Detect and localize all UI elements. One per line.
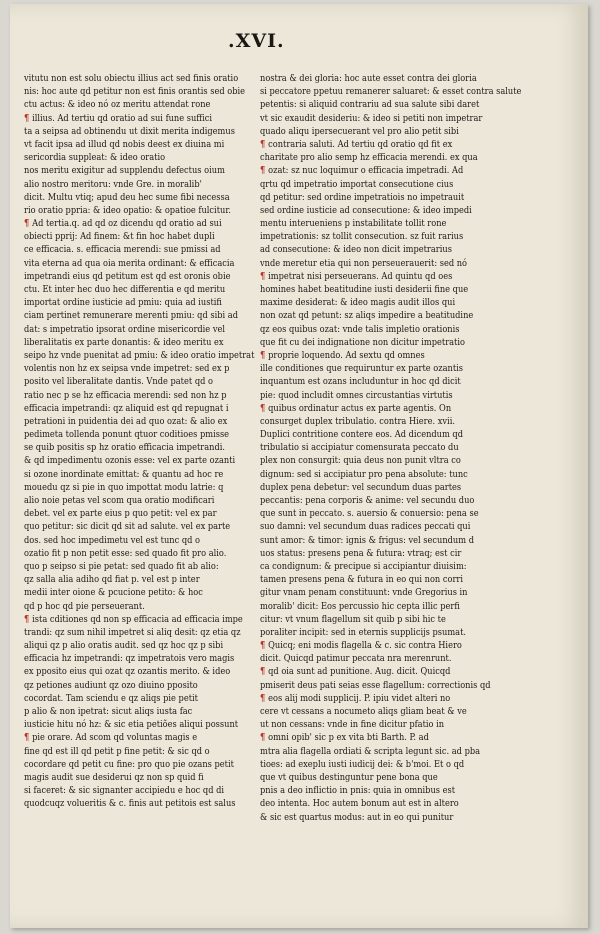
- text-line: [260, 85, 522, 98]
- text-line: [24, 731, 218, 744]
- right-text-column: [260, 72, 522, 824]
- line-text: que sunt in peccato. s. auersio & conuersio: pena se: [260, 508, 479, 520]
- paragraph-mark-icon: ¶: [260, 138, 269, 150]
- text-line: [260, 784, 454, 797]
- text-line: [260, 718, 454, 731]
- line-text: impetrandi eius qd petitum est qd est oronis obie: [24, 270, 231, 282]
- line-text: pie: quod includit omnes circustantias virtutis: [260, 389, 453, 401]
- text-line: [260, 494, 475, 507]
- line-text: proprie loquendo. Ad sextu qd omnes: [268, 349, 425, 361]
- text-line: [260, 402, 454, 415]
- line-text: non ozat qd petunt: sz aliqs impedire a beatitudine: [260, 310, 474, 322]
- manuscript-leaf: [10, 4, 588, 928]
- line-text: & qd impedimentu ozonis esse: vel ex parte ozanti: [24, 455, 236, 467]
- line-text: sed ordine iusticie ad consecutione: & ideo impedi: [260, 204, 472, 216]
- text-line: [24, 771, 218, 784]
- line-text: tamen presens pena & futura in eo qui non corri: [260, 574, 463, 586]
- text-line: [24, 613, 243, 626]
- text-line: [24, 204, 231, 217]
- line-text: deo intenta. Hoc autem bonum aut est in altero: [260, 798, 459, 810]
- line-text: ce efficacia. s. efficacia merendi: sue pmissi ad: [24, 244, 221, 256]
- text-line: [24, 573, 218, 586]
- line-text: suo damni: vel secundum duas radices peccati qui: [260, 521, 471, 533]
- folio-number: .XVI.: [228, 30, 285, 52]
- text-line: [24, 481, 224, 494]
- line-text: seipo hz vnde puenitat ad pmiu: & ideo oratio impetrat: [24, 349, 255, 361]
- line-text: quibus ordinatur actus ex parte agentis. On: [268, 402, 452, 414]
- line-text: qd oia sunt ad punitione. Aug. dicit. Quicqd: [268, 666, 451, 678]
- text-line: [24, 600, 218, 613]
- line-text: inquantum est ozans includuntur in hoc qd dicit: [260, 376, 461, 388]
- line-text: medii inter oione & pcucione petito: & hoc: [24, 587, 203, 599]
- paragraph-mark-icon: ¶: [260, 692, 269, 704]
- line-text: cocordat. Tam sciendu e qz aliqs pie petit: [24, 692, 198, 704]
- text-line: [24, 362, 230, 375]
- line-text: quo petitur: sic dicit qd sit ad salute. vel ex parte: [24, 521, 231, 533]
- line-text: obiecti pprij: Ad finem: &t fin hoc habet dupli: [24, 231, 215, 243]
- text-line: [260, 665, 454, 678]
- line-text: quodcuqz volueritis & c. finis aut petitois est salus: [24, 798, 236, 810]
- line-text: vnde meretur etia qui non perseuerauerit: sed nó: [260, 257, 468, 269]
- paragraph-mark-icon: ¶: [260, 270, 269, 282]
- line-text: p alio & non ipetrat: sicut aliqs iusta fac: [24, 706, 193, 717]
- text-line: [260, 151, 478, 164]
- line-text: poraliter incipit: sed in eternis supplicijs psumat.: [260, 626, 467, 638]
- text-line: [24, 283, 226, 296]
- text-line: [260, 191, 465, 204]
- text-line: [260, 692, 454, 705]
- line-text: peccantis: pena corporis & anime: vel secundu duo: [260, 495, 475, 506]
- text-line: [260, 389, 454, 402]
- line-text: magis audit sue desiderui qz non sp quid fi: [24, 771, 204, 783]
- line-text: dat: s impetratio ipsorat ordine misericordie vel: [24, 323, 226, 335]
- line-text: sunt amor: & timor: ignis & frigus: vel secundum d: [260, 534, 474, 546]
- text-line: [260, 375, 461, 388]
- line-text: plex non consurgit: quia deus non punit vltra co: [260, 455, 461, 467]
- text-line: [260, 573, 463, 586]
- line-text: vitutu non est solu obiectu illius act sed finis oratio: [24, 73, 239, 84]
- text-line: [260, 204, 472, 217]
- line-text: ut non cessans: vnde in fine dicitur pfatio in: [260, 719, 445, 731]
- text-line: [260, 652, 454, 665]
- text-line: [260, 428, 464, 441]
- line-text: illius. Ad tertiu qd oratio ad sui fune suffici: [32, 112, 213, 124]
- line-text: omni opib' sic p ex vita bti Barth. P. ad: [268, 732, 429, 744]
- line-text: alio nostro meritoru: vnde Gre. in moralib': [24, 178, 202, 190]
- line-text: ex pposito eius qui ozat qz ozantis merito. & ideo: [24, 666, 231, 678]
- line-text: qd p hoc qd pie perseuerant.: [24, 600, 145, 612]
- text-line: [260, 586, 468, 599]
- line-text: liberalitatis ex parte donantis: & ideo meritu ex: [24, 336, 224, 348]
- text-line: [260, 547, 462, 560]
- line-text: se quib positis sp hz oratio efficacia impetrandi.: [24, 442, 225, 454]
- text-line: [260, 481, 462, 494]
- text-line: [24, 389, 227, 402]
- line-text: que vt quibus destinguntur pene bona que: [260, 771, 438, 783]
- text-line: [24, 72, 239, 85]
- text-line: [260, 811, 454, 824]
- text-line: [24, 191, 230, 204]
- line-text: petrationi in puidentia dei ad quo ozat: & alio ex: [24, 415, 228, 427]
- line-text: eos alij modi supplicij. P. ipiu videt alteri no: [268, 692, 451, 704]
- text-line: [260, 217, 454, 230]
- text-line: [24, 520, 231, 533]
- line-text: ctu actus: & ideo nó oz meritu attendat rone: [24, 99, 211, 111]
- line-text: pedimeta tollenda ponunt qtuor coditioes pmisse: [24, 429, 230, 441]
- text-line: [260, 745, 481, 758]
- line-text: dicit. Quicqd patimur peccata nra merenrunt.: [260, 653, 452, 665]
- text-line: [24, 665, 231, 678]
- text-line: [24, 745, 218, 758]
- line-text: importat ordine iusticie ad pmiu: quia ad iustifi: [24, 297, 222, 309]
- text-line: [260, 309, 474, 322]
- paragraph-mark-icon: ¶: [260, 402, 269, 414]
- line-text: Ad tertia.q. ad qd oz dicendu qd oratio ad sui: [32, 218, 222, 230]
- text-line: [24, 217, 222, 230]
- line-text: nos meritu exigitur ad supplendu defectus oium: [24, 165, 225, 177]
- text-line: [24, 112, 218, 125]
- line-text: nis: hoc aute qd petitur non est finis orantis sed obie: [24, 86, 246, 98]
- text-line: [24, 243, 221, 256]
- line-text: consurget duplex tribulatio. contra Hiere. xvii.: [260, 415, 455, 427]
- text-line: [24, 639, 224, 652]
- text-line: [260, 336, 465, 349]
- text-line: [24, 151, 218, 164]
- line-text: impetrat nisi perseuerans. Ad quintu qd oes: [268, 270, 453, 282]
- line-text: pnis a deo inflictio in pnis: quia in omnibus est: [260, 785, 456, 797]
- line-text: efficacia hz impetrandi: qz impetratois vero magis: [24, 653, 235, 665]
- text-line: [24, 98, 218, 111]
- text-line: [24, 586, 218, 599]
- line-text: volentis non hz ex seipsa vnde impetret: sed ex p: [24, 363, 230, 375]
- line-text: que fit cu dei indignatione non dicitur impetratio: [260, 336, 465, 348]
- text-line: [260, 679, 491, 692]
- line-text: cocordare qd petit cu fine: pro quo pie ozans petit: [24, 758, 234, 770]
- text-line: [24, 679, 218, 692]
- text-line: [24, 415, 228, 428]
- text-line: [24, 164, 225, 177]
- line-text: contraria saluti. Ad tertiu qd oratio qd fit ex: [268, 138, 453, 150]
- text-line: [24, 560, 218, 573]
- text-line: [260, 362, 464, 375]
- line-text: homines habet beatitudine iusti desiderii fine que: [260, 284, 469, 295]
- line-text: moralib' dicit: Eos percussio hic cepta illic perfi: [260, 600, 460, 612]
- text-line: [260, 758, 465, 771]
- line-text: tribulatio si accipiatur comensurata peccato du: [260, 442, 459, 454]
- line-text: citur: vt vnum flagellum sit quib p sibi hic te: [260, 613, 446, 625]
- text-line: [24, 507, 218, 520]
- text-line: [24, 125, 235, 138]
- paragraph-mark-icon: ¶: [260, 349, 269, 361]
- line-text: maxime desiderat: & ideo magis audit illos qui: [260, 297, 456, 309]
- text-line: [24, 257, 235, 270]
- text-line: [24, 375, 218, 388]
- line-text: tioes: ad exeplu iusti iudicij dei: & b'moi. Et o qd: [260, 758, 465, 770]
- line-text: mentu interueniens p instabilitate tollit rone: [260, 218, 447, 230]
- line-text: ista cditiones qd non sp efficacia ad efficacia impe: [32, 613, 243, 625]
- text-line: [260, 243, 454, 256]
- text-line: [24, 270, 231, 283]
- line-text: pie orare. Ad scom qd voluntas magis e: [32, 732, 198, 744]
- line-text: si faceret: & sic signanter accipiedu e hoc qd di: [24, 785, 225, 797]
- text-line: [24, 784, 225, 797]
- paragraph-mark-icon: ¶: [24, 218, 33, 230]
- text-line: [260, 415, 454, 428]
- line-text: si peccatore ppetuu remanerer saluaret: & esset contra salute: [260, 86, 522, 98]
- line-text: duplex pena debetur: vel secundum duas partes: [260, 481, 462, 493]
- text-line: [260, 705, 467, 718]
- paragraph-mark-icon: ¶: [24, 732, 33, 744]
- line-text: ta a seipsa ad obtinendu ut dixit merita indigemus: [24, 125, 235, 137]
- text-line: [260, 507, 479, 520]
- line-text: ctu. Et inter hec duo hec differentia e qd meritu: [24, 284, 226, 295]
- line-text: charitate pro alio semp hz efficacia merendi. ex qua: [260, 152, 478, 164]
- line-text: impetrationis: sz tollit consecution. sz fuit rarius: [260, 231, 464, 243]
- text-line: [260, 125, 459, 138]
- line-text: qd petitur: sed ordine impetratiois no impetrauit: [260, 191, 465, 203]
- text-line: [24, 178, 218, 191]
- line-text: ratio nec p se hz efficacia merendi: sed non hz p: [24, 389, 227, 401]
- line-text: & sic est quartus modus: aut in eo qui punitur: [260, 811, 454, 823]
- text-line: [260, 731, 454, 744]
- text-line: [260, 178, 454, 191]
- text-line: [260, 98, 480, 111]
- text-line: [260, 138, 454, 151]
- line-text: alio noie petas vel scom qua oratio modificari: [24, 495, 215, 506]
- line-text: dicit. Multu vtiq; apud deu hec sume fibi necessa: [24, 191, 230, 203]
- text-line: [260, 534, 474, 547]
- line-text: vita eterna ad qua oia merita ordinant: & efficacia: [24, 257, 235, 269]
- text-line: [24, 323, 226, 336]
- text-line: [260, 270, 454, 283]
- text-line: [24, 626, 241, 639]
- text-line: [24, 336, 224, 349]
- line-text: pmiserit deus pati seias esse flagellum: correctionis qd: [260, 679, 491, 691]
- line-text: aliqui qz p alio oratis audit. sed qz hoc qz p sibi: [24, 640, 224, 652]
- text-line: [24, 230, 218, 243]
- paragraph-mark-icon: ¶: [24, 112, 33, 124]
- text-line: [24, 468, 224, 481]
- line-text: quado aliqu ipersecuerant vel pro alio petit sibi: [260, 125, 459, 137]
- text-line: [260, 349, 454, 362]
- line-text: qz eos quibus ozat: vnde talis impletio orationis: [260, 323, 460, 335]
- line-text: dignum: sed si accipiatur pro pena absolute: tunc: [260, 468, 468, 480]
- line-text: debet. vel ex parte eius p quo petit: vel ex par: [24, 508, 217, 520]
- text-line: [24, 758, 234, 771]
- text-line: [260, 797, 459, 810]
- line-text: Duplici contritione contere eos. Ad dicendum qd: [260, 429, 464, 441]
- line-text: ca condignum: & precipue si accipiantur diuisim:: [260, 560, 467, 572]
- text-line: [24, 309, 238, 322]
- line-text: fine qd est ill qd petit p fine petit: & sic qd o: [24, 745, 210, 757]
- text-line: [260, 441, 459, 454]
- text-line: [24, 428, 230, 441]
- line-text: qrtu qd impetratio importat consecutione cius: [260, 178, 454, 190]
- text-line: [260, 454, 461, 467]
- text-line: [260, 257, 468, 270]
- line-text: ciam pertinet remunerare merenti pmiu: qd sibi ad: [24, 310, 238, 322]
- line-text: cere vt cessans a nocumeto aliqs gliam beat & ve: [260, 706, 467, 717]
- text-line: [24, 692, 218, 705]
- text-line: [260, 72, 477, 85]
- text-line: [260, 296, 454, 309]
- text-line: [24, 705, 218, 718]
- line-text: posito vel liberalitate dantis. Vnde patet qd o: [24, 376, 213, 388]
- text-line: [260, 230, 464, 243]
- line-text: qz salla alia adiho qd fiat p. vel est p inter: [24, 574, 200, 586]
- line-text: uos status: presens pena & futura: vtraq; est cir: [260, 547, 462, 559]
- line-text: ad consecutione: & ideo non dicit impetrarius: [260, 244, 452, 256]
- text-line: [24, 85, 246, 98]
- text-line: [260, 771, 454, 784]
- text-line: [260, 560, 467, 573]
- text-line: [24, 441, 225, 454]
- text-line: [24, 454, 236, 467]
- line-text: vt sic exaudit desideriu: & ideo si petiti non impetrar: [260, 112, 483, 124]
- text-line: [260, 164, 464, 177]
- text-line: [260, 613, 454, 626]
- text-line: [260, 468, 468, 481]
- text-line: [260, 600, 460, 613]
- paragraph-mark-icon: ¶: [260, 732, 269, 744]
- text-line: [24, 296, 222, 309]
- text-line: [24, 534, 218, 547]
- line-text: ozatio fit p non petit esse: sed quado fit pro alio.: [24, 547, 227, 559]
- line-text: Quicq; eni modis flagella & c. sic contra Hiero: [268, 640, 462, 652]
- text-line: [260, 520, 471, 533]
- line-text: gitur vnam penam constituunt: vnde Gregorius in: [260, 587, 468, 599]
- line-text: mtra alia flagella ordiati & scripta legunt sic. ad pba: [260, 745, 481, 757]
- paragraph-mark-icon: ¶: [260, 165, 269, 177]
- text-line: [24, 138, 225, 151]
- line-text: si ozone inordinate emittat: & quantu ad hoc re: [24, 468, 224, 480]
- line-text: dos. sed hoc impedimetu vel est tunc qd o: [24, 534, 200, 546]
- text-line: [24, 547, 227, 560]
- left-text-column: [24, 72, 255, 811]
- text-line: [24, 797, 236, 810]
- line-text: iusticie hitu nó hz: & sic etia petiões aliqui possunt: [24, 719, 239, 731]
- text-line: [260, 626, 467, 639]
- text-line: [24, 402, 229, 415]
- text-line: [260, 112, 483, 125]
- line-text: mouedu qz si pie in quo impottat modu latrie: q: [24, 481, 224, 493]
- paragraph-mark-icon: ¶: [260, 640, 269, 652]
- paragraph-mark-icon: ¶: [260, 666, 269, 678]
- line-text: vt facit ipsa ad illud qd nobis deest ex diuina mi: [24, 138, 225, 150]
- line-text: efficacia impetrandi: qz aliquid est qd repugnat i: [24, 402, 229, 414]
- paragraph-mark-icon: ¶: [24, 613, 33, 625]
- text-line: [260, 639, 462, 652]
- line-text: qz petiones audiunt qz ozo diuino pposito: [24, 679, 198, 691]
- text-line: [24, 349, 255, 362]
- text-line: [24, 494, 218, 507]
- text-line: [24, 652, 235, 665]
- line-text: nostra & dei gloria: hoc aute esset contra dei gloria: [260, 73, 477, 84]
- line-text: ozat: sz nuc loquimur o efficacia impetradi. Ad: [268, 165, 464, 177]
- text-line: [24, 718, 239, 731]
- text-line: [260, 323, 460, 336]
- line-text: ille conditiones que requiruntur ex parte ozantis: [260, 363, 464, 375]
- text-line: [260, 283, 469, 296]
- line-text: trandi: qz sum nihil impetret si aliq desit: qz etia qz: [24, 626, 241, 638]
- line-text: sericordia suppleat: & ideo oratio: [24, 152, 166, 164]
- line-text: petentis: si aliquid contrariu ad sua salute sibi daret: [260, 99, 480, 111]
- line-text: rio oratio ppria: & ideo opatio: & opatioe fulcitur.: [24, 204, 231, 216]
- line-text: quo p seipso si pie petat: sed quado fit ab alio:: [24, 560, 219, 572]
